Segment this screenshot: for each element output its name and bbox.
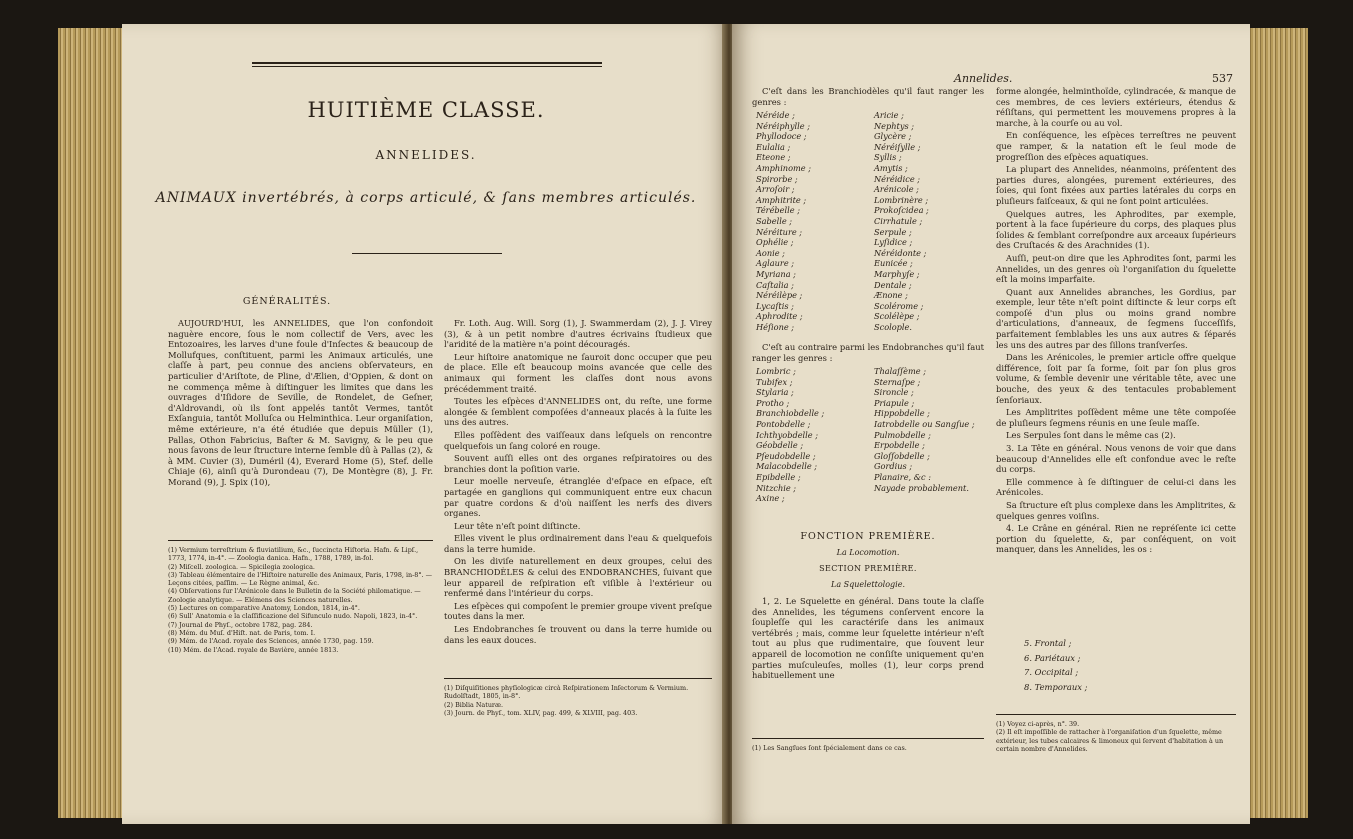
genus: Eteone ; (756, 152, 791, 163)
right-page-edges (1248, 28, 1308, 818)
genera-list-4 (874, 366, 975, 493)
paragraph: Les Amplitrites poſſèdent même une tête compoſée de pluſieurs ſegmens réunis en une ſeule maſſe. (996, 407, 1236, 428)
paragraph: Leur hiſtoire anatomique ne ſauroit donc occuper que peu de place. Elle eſt beaucoup moins avancée que celle des animaux qui forment les claſſes dont nous avons précédemment traité. (444, 351, 712, 394)
genus: Scolérome ; (874, 300, 924, 311)
class-title: HUITIÈME CLASSE. (307, 98, 545, 122)
genus: Néréiſylle ; (874, 141, 921, 152)
paragraph: C'eſt au contraire parmi les Endobranches qu'il faut ranger les genres : (752, 342, 984, 363)
left-column-2 (444, 318, 712, 647)
genus: Aonie ; (756, 247, 785, 258)
genus: Iatrobdelle ou Sangſue ; (874, 418, 975, 429)
bone-item: 6. Pariétaux ; (1024, 652, 1081, 663)
genus: Cirrhatule ; (874, 215, 923, 226)
genus: Tubifex ; (756, 376, 793, 387)
genus: Scolélèpe ; (874, 311, 920, 322)
genus: Gloſſobdelle ; (874, 450, 930, 461)
right-page (732, 24, 1250, 824)
paragraph: forme alongée, helminthoïde, cylindracée, & manque de ces membres, de ces leviers extérieurs, étendus & réſiſtans, qui permettent les mouvemens propres à la marche, à la courſe ou au vol. (996, 86, 1236, 128)
left-column-1 (168, 318, 433, 490)
genus: Aricie ; (874, 110, 904, 120)
footnote: (2) Biblia Naturæ. (444, 700, 504, 709)
genus: Lombric ; (756, 366, 796, 376)
paragraph: Leur moelle nerveuſe, étranglée d'eſpace en eſpace, eſt partagée en ganglions qui communiquent entre eux chacun par quatre cordons & d'où naiſſent les nerfs des divers organes. (444, 476, 712, 519)
paragraph: Quant aux Annelides abranches, les Gordius, par exemple, leur tête n'eſt point diſtincte & leur corps eſt compoſé d'un plus ou moins grand nombre d'articulations, d'anneaux, de ſegmens ſucceſſifs, parfaitement ſemblables les uns aux autres & ſéparés les uns des autres par des ſillons tranſverſes. (996, 286, 1236, 350)
footnote: (1) Diſquiſitiones phyſiologicæ circà Reſpirationem Inſectorum & Vermium. Rudolſtadt, 1805, in-8°. (444, 684, 689, 701)
genus: Nayade probablement. (874, 482, 969, 493)
footnote: (8) Mém. du Muſ. d'Hiſt. nat. de Paris, tom. I. (168, 628, 316, 637)
genus: Néréide ; (756, 110, 795, 120)
genus: Lombrinère ; (874, 194, 929, 205)
footnote: (1) Voyez ci-après, n°. 39. (996, 720, 1080, 728)
genus: Eunicée ; (874, 258, 913, 269)
footnote: (3) Journ. de Phyſ., tom. XLIV, pag. 499, & XLVIII, pag. 403. (444, 708, 638, 717)
bone-item: 5. Frontal ; (1024, 638, 1072, 648)
genus: Malacobdelle ; (756, 461, 818, 472)
genus: Ophélie ; (756, 237, 794, 248)
genus: Térébelle ; (756, 205, 800, 216)
genus: Spirorbe ; (756, 173, 798, 184)
class-subtitle: ANNELIDES. (375, 148, 477, 162)
paragraph: C'eſt dans les Branchiodèles qu'il faut ranger les genres : (752, 86, 984, 107)
paragraph: Dans les Arénicoles, le premier article offre quelque différence, ſoit par ſa forme, ſoit par ſon plus gros volume, & ſemble devenir une véritable tête, avec une bouche, des yeux & des tentacules probablement ſenſoriaux. (996, 352, 1236, 405)
genus: Néréidonte ; (874, 247, 927, 258)
footnote: (7) Journal de Phyſ., octobre 1782, pag. 284. (168, 620, 313, 629)
genus: Axine ; (756, 493, 785, 504)
genus: Serpule ; (874, 226, 912, 237)
genera-list-3 (756, 366, 824, 504)
bone-item: 7. Occipital ; (1024, 667, 1079, 677)
page-number: 537 (1212, 72, 1233, 85)
genus: Héſione ; (756, 321, 795, 332)
right-column-2-footnotes (996, 720, 1236, 753)
genus: Nitzchie ; (756, 482, 797, 493)
genus: Lyſidice ; (874, 237, 913, 248)
genera-list-2 (874, 110, 929, 332)
paragraph: Elles vivent le plus ordinairement dans l'eau & quelquefois dans la terre humide. (444, 533, 712, 554)
paragraph: On les diviſe naturellement en deux groupes, celui des BRANCHIODÈLES & celui des ENDOBRANCHES, ſuivant que leur appareil de reſpiration eſt viſible à l'extérieur ou renfermé dans l'intérieur du corps. (444, 556, 712, 599)
paragraph: Toutes les eſpèces d'ANNELIDES ont, du reſte, une forme alongée & ſemblent compoſées d'anneaux placés à la ſuite les uns des autres. (444, 396, 712, 428)
footnote: (1) Vermium terreſtrium & fluviatilium, &c., ſuccincta Hiſtoria. Hafn. & Lipſ., 1773, 1774, in-4°. — Zoologia danica. Hafn., 1788, 1789, in-fol. (168, 546, 419, 563)
paragraph: AUJOURD'HUI, les ANNELIDES, que l'on confondoit naguère encore, ſous le nom collectif de Vers, avec les Entozoaires, les larves d'une foule d'Inſectes & beaucoup de Mollufques, conſtituent, parmi les Animaux articulés, une claſſe à part, peu connue des anciens obſervateurs, en particulier d'Ariſtote, de Pline, d'Ælien, d'Oppien, & dont on ne commença même à diſtinguer les limites que dans les ouvrages d'Iſidore de Seville, de Rondelet, de Geſner, d'Aldrovandi, où ils ſont appelés tantôt Vermes, tantôt Exſanguia, tantôt Molluſca ou Helminthica. Leur organiſation, même extérieure, n'a été étudiée que depuis Müller (1), Pallas, Othon Fabricius, Baſter & M. Savigny, & le peu que nous ſavons de leur ſtructure interne ſemble dû à Pallas (2), & à MM. Cuvier (3), Duméril (4), Everard Home (5), Stef. delle Chiaje (6), ainſi qu'à Durondeau (7), De Montègre (8), J. Fr. Morand (9), J. Spix (10), (168, 318, 433, 487)
running-head: Annelides. (954, 72, 1013, 85)
genus: Amphitrite ; (756, 194, 807, 205)
left-column-1-footnotes (168, 546, 433, 654)
genus: Géobdelle ; (756, 440, 804, 451)
genus: Dentale ; (874, 279, 912, 290)
left-page (122, 24, 730, 824)
paragraph: Elles poſſèdent des vaiſſeaux dans leſquels on rencontre quelquefois un ſang coloré en rouge. (444, 429, 712, 451)
genus: Sternaſpe ; (874, 376, 921, 387)
paragraph: Sa ſtructure eſt plus complexe dans les Amplitrites, & quelques genres voiſins. (996, 499, 1236, 521)
genus: Caſtalia ; (756, 279, 794, 290)
top-rule-thin (252, 66, 602, 67)
paragraph: 1, 2. Le Squelette en général. Dans toute la claſſe des Annelides, les tégumens conſervent encore la ſoupleſſe qui les caractériſe dans les animaux vertébrés ; mais, comme leur ſquelette intérieur n'eſt tout au plus que rudimentaire, que ſouvent leur appareil de locomotion ne conſiſte uniquement qu'en parties muſculeuſes, molles (1), leur corps prend habituellement une (752, 596, 984, 681)
left-column-2-footnotes (444, 684, 712, 717)
genus: Planaire, &c : (874, 471, 931, 482)
right-column-2 (996, 86, 1236, 557)
genus: Ichthyobdelle ; (756, 429, 818, 440)
section-subheading: La Squelettologie. (831, 580, 905, 589)
genus: Aglaure ; (756, 258, 795, 269)
genus: Priapule ; (874, 397, 915, 408)
genus: Hippobdelle ; (874, 408, 930, 419)
open-book (58, 20, 1308, 830)
footnote: (1) Les Sangſues ſont ſpécialement dans ce cas. (752, 744, 907, 752)
right-column-1-paragraph (752, 596, 984, 683)
genus: Arroſoir ; (756, 184, 795, 195)
footnote: (2) Miſcell. zoologica. — Spicilegia zoologica. (168, 562, 315, 571)
genus: Prokoſcidea ; (874, 205, 929, 216)
footnote: (5) Lectures on comparative Anatomy, London, 1814, in-4°. (168, 604, 360, 613)
genus: Phyllodoce ; (756, 131, 807, 142)
bone-item: 8. Temporaux ; (1024, 681, 1088, 692)
paragraph: Leur tête n'eſt point diſtincte. (454, 520, 581, 531)
function-subheading: La Locomotion. (836, 548, 900, 557)
genus: Erpobdelle ; (874, 440, 925, 451)
genus: Syllis ; (874, 152, 902, 163)
genus: Marphyſe ; (874, 268, 920, 279)
right-column-1-intro-2 (752, 342, 984, 365)
genus: Branchiobdelle ; (756, 408, 825, 419)
genus: Nephtys ; (874, 120, 915, 131)
paragraph: Fr. Loth. Aug. Will. Sorg (1), J. Swammerdam (2), J. J. Virey (3), & à un petit nombre d'autres écrivains ſtudieux que l'aridité de la matière n'a point découragés. (444, 318, 712, 350)
genera-list-1 (756, 110, 811, 332)
genus: Sironcle ; (874, 387, 914, 398)
footnote: (9) Mém. de l'Acad. royale des Sciences, année 1730, pag. 159. (168, 637, 374, 646)
genus: Néréidice ; (874, 173, 921, 184)
paragraph: 4. Le Crâne en général. Rien ne repréſente ici cette portion du ſquelette, &, par conſéquent, on voit manquer, dans les Annelides, les os : (996, 523, 1236, 555)
left-page-edges (58, 28, 128, 818)
genus: Thalaſſème ; (874, 366, 926, 376)
genus: Néréiture ; (756, 226, 803, 237)
footnote: (3) Tableau élémentaire de l'Hiſtoire naturelle des Animaux, Paris, 1798, in-8°. — Leçons citées, paſſim. — Le Règne animal, &c. (168, 570, 432, 588)
genus: Gordius ; (874, 461, 913, 472)
cranial-bones-list (1024, 636, 1088, 694)
footnote: (2) Il eſt impoſſible de rattacher à l'organiſation d'un ſquelette, même extérieur, les tubes calcaires & limoneux qui ſervent d'habitation à un certain nombre d'Annelides. (996, 728, 1224, 753)
genus: Amytis ; (874, 162, 908, 173)
right-column-1-footnotes (752, 744, 984, 752)
paragraph: Elle commence à ſe diſtinguer de celui-ci dans les Arénicoles. (996, 476, 1236, 498)
genus: Stylaria ; (756, 387, 794, 398)
function-heading: FONCTION PREMIÈRE. (800, 531, 936, 542)
genus: Epibdelle ; (756, 471, 801, 482)
genus: Eulalia ; (756, 141, 791, 152)
paragraph: Les Endobranches ſe trouvent ou dans la terre humide ou dans les eaux douces. (444, 624, 712, 645)
mid-rule (352, 253, 502, 254)
top-rule (252, 62, 602, 64)
paragraph: En conſéquence, les eſpèces terreſtres ne peuvent que ramper, & la natation eſt le ſeul mode de progreſſion des eſpèces aquatiques. (996, 130, 1236, 162)
genus: Pontobdelle ; (756, 418, 811, 429)
paragraph: 3. La Tête en général. Nous venons de voir que dans beaucoup d'Annelides elle eſt confondue avec le reſte du corps. (996, 443, 1236, 475)
genus: Ænone ; (874, 290, 908, 301)
genus: Sabelle ; (756, 215, 793, 226)
genus: Amphinome ; (756, 162, 811, 173)
right-column-1-intro (752, 86, 984, 109)
genus: Aphrodite ; (756, 311, 803, 322)
genus: Glycère ; (874, 131, 912, 142)
paragraph: Quelques autres, les Aphrodites, par exemple, portent à la face ſupérieure du corps, des plaques plus ſolides & ſemblant correſpondre aux arceaux ſupérieurs des Cruſtacés & des Arachnides (1). (996, 208, 1236, 251)
footnote-rule (752, 738, 984, 739)
genus: Néréilèpe ; (756, 290, 803, 301)
genus: Néréiphylle ; (756, 120, 810, 131)
footnote-rule (444, 678, 712, 679)
footnote: (4) Obſervations ſur l'Arénicole dans le Bulletin de la Société philomatique. — Zoologie analytique. — Elémens des Sciences naturelles. (168, 587, 421, 604)
footnote-rule (168, 540, 433, 541)
paragraph: La plupart des Annelides, néanmoins, préſentent des parties dures, alongées, purement extérieures, des ſoies, qui ſont fixées aux parties latérales du corps en pluſieurs faiſceaux, & qui ne ſont point articulées. (996, 164, 1236, 206)
footnote-rule (996, 714, 1236, 715)
genus: Scolople. (874, 321, 912, 332)
footnote: (10) Mém. de l'Acad. royale de Bavière, année 1813. (168, 645, 339, 654)
genus: Pſeudobdelle ; (756, 450, 816, 461)
genus: Arénicole ; (874, 184, 919, 195)
section-label: SECTION PREMIÈRE. (819, 564, 917, 573)
genus: Protho ; (756, 397, 790, 408)
section-heading: GÉNÉRALITÉS. (242, 296, 332, 307)
paragraph: Souvent auſſi elles ont des organes reſpiratoires ou des branchies dont la poſition varie. (444, 453, 712, 474)
paragraph: Les Serpules ſont dans le même cas (2). (1006, 430, 1176, 441)
paragraph: Auſſi, peut-on dire que les Aphrodites ſont, parmi les Annelides, un des genres où l'organiſation du ſquelette eſt la moins imparfaite. (996, 252, 1236, 285)
footnote: (6) Sull' Anatomia e la claſſificazione del Sifunculo nudo. Napoli, 1823, in-4°. (168, 612, 418, 621)
paragraph: Les eſpèces qui compoſent le premier groupe vivent preſque toutes dans la mer. (444, 600, 712, 622)
class-definition: ANIMAUX invertébrés, à corps articulé, & ſans membres articulés. (155, 190, 697, 206)
genus: Myriana ; (756, 268, 796, 279)
genus: Lycaſtis ; (756, 300, 794, 311)
genus: Pulmobdelle ; (874, 429, 931, 440)
